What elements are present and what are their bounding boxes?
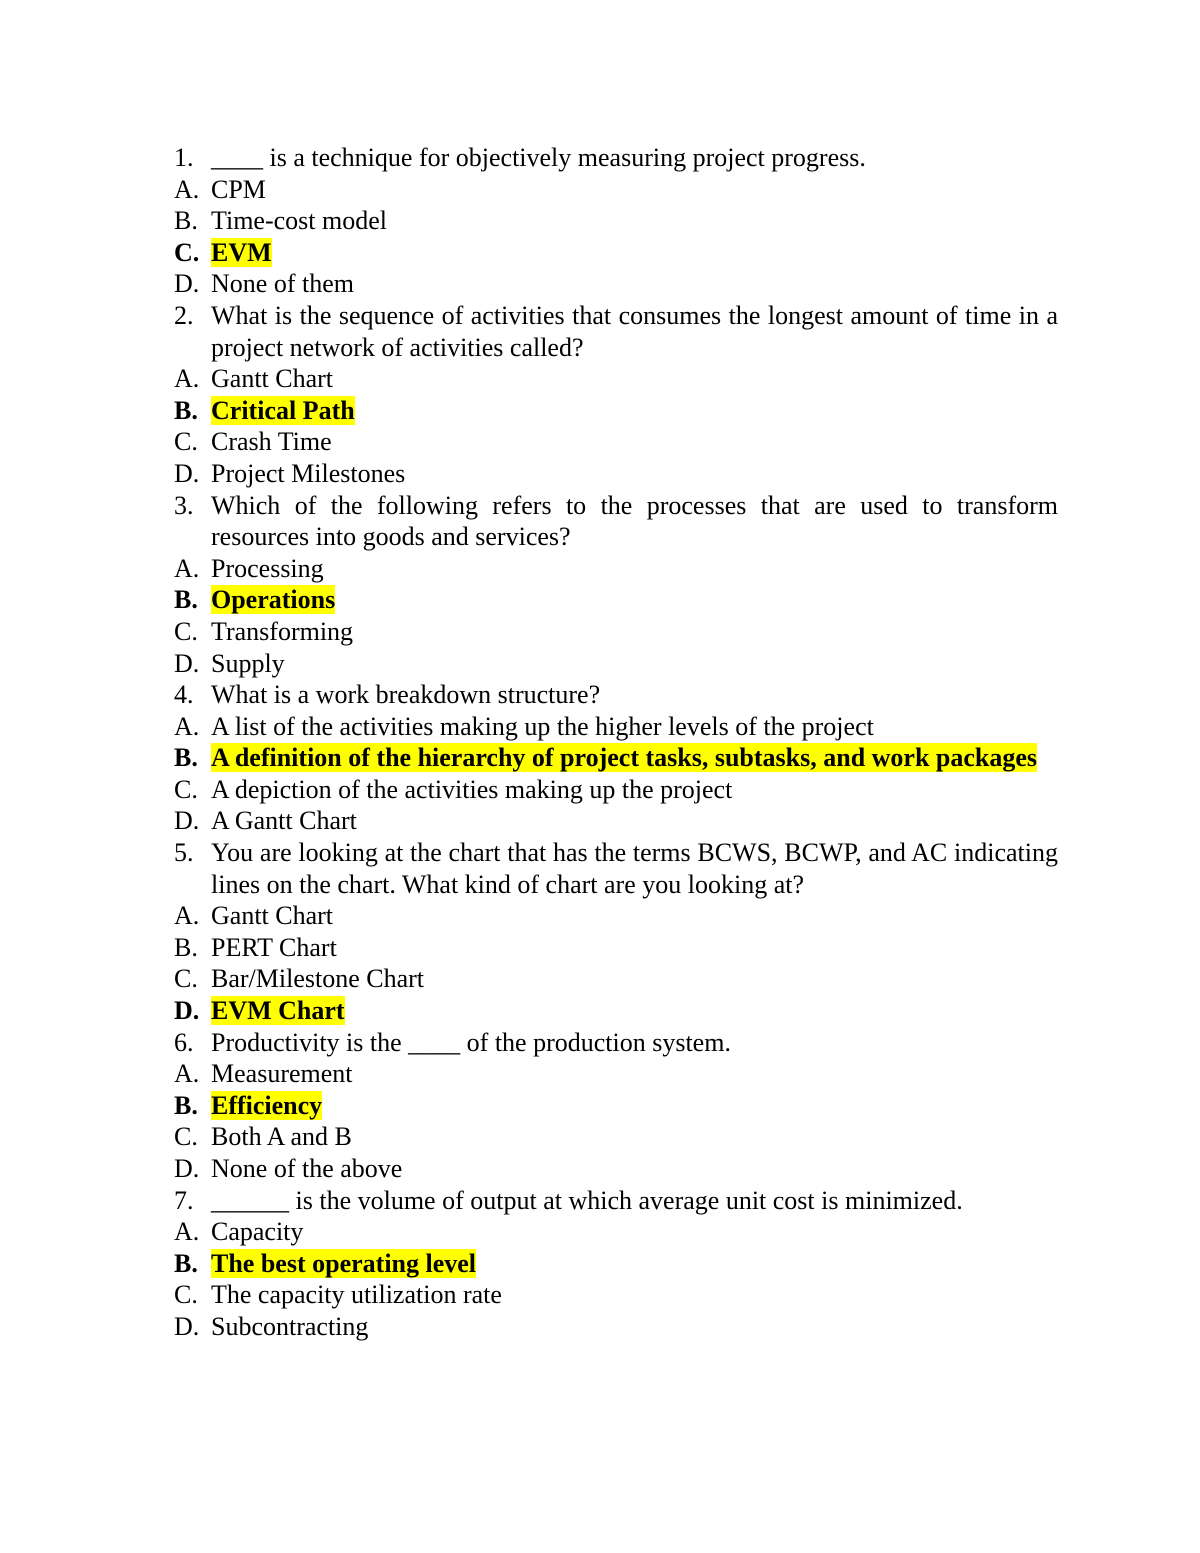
option-letter: C. <box>174 237 200 267</box>
option-7b-correct <box>174 1248 1058 1280</box>
option-letter: D. <box>174 806 200 836</box>
question-4 <box>174 679 1058 711</box>
correct-answer-highlight: Efficiency <box>211 1090 323 1120</box>
option-5d-correct <box>174 995 1058 1027</box>
option-text: Gantt Chart <box>211 364 334 394</box>
option-text: Bar/Milestone Chart <box>211 964 425 994</box>
option-4d <box>174 805 1058 837</box>
option-text: Measurement <box>211 1059 353 1089</box>
option-letter: D. <box>174 269 200 299</box>
question-5 <box>174 837 1058 900</box>
option-letter: A. <box>174 364 200 394</box>
option-letter: D. <box>174 648 200 678</box>
option-3d <box>174 648 1058 680</box>
option-letter: B. <box>174 585 198 615</box>
option-text: A Gantt Chart <box>211 806 357 836</box>
option-text: Subcontracting <box>211 1311 369 1341</box>
option-text: None of them <box>211 269 354 299</box>
option-letter: B. <box>174 395 198 425</box>
question-number: 5. <box>174 838 194 868</box>
option-1b <box>174 205 1058 237</box>
correct-answer-highlight: Critical Path <box>211 395 355 425</box>
correct-answer-highlight: EVM <box>211 237 272 267</box>
option-6c <box>174 1121 1058 1153</box>
option-letter: A. <box>174 1217 200 1247</box>
question-text: ____ is a technique for objectively measuring project progress. <box>211 143 866 172</box>
question-text: What is the sequence of activities that consumes the longest amount of time in a project network of activities called? <box>211 300 1058 362</box>
option-letter: B. <box>174 932 198 962</box>
option-text: Time-cost model <box>211 206 387 236</box>
option-text: Project Milestones <box>211 458 406 488</box>
option-letter: D. <box>174 996 200 1026</box>
option-6d <box>174 1153 1058 1185</box>
question-6 <box>174 1027 1058 1059</box>
question-text: You are looking at the chart that has the terms BCWS, BCWP, and AC indicating lines on the chart. What kind of chart are you looking at? <box>211 838 1058 899</box>
question-2 <box>174 300 1058 363</box>
option-2d <box>174 458 1058 490</box>
option-letter: C. <box>174 427 198 457</box>
question-text: Which of the following refers to the processes that are used to transform resources into goods and services? <box>211 490 1058 552</box>
option-3a <box>174 553 1058 585</box>
option-letter: A. <box>174 553 200 583</box>
correct-answer-highlight: The best operating level <box>211 1248 477 1278</box>
question-text: Productivity is the ____ of the production system. <box>211 1027 731 1057</box>
question-3 <box>174 490 1058 553</box>
option-6a <box>174 1058 1058 1090</box>
option-letter: C. <box>174 1280 198 1310</box>
option-text: Capacity <box>211 1217 304 1247</box>
correct-answer-highlight: A definition of the hierarchy of project tasks, subtasks, and work packages <box>211 743 1038 773</box>
option-text: None of the above <box>211 1154 403 1183</box>
option-text: CPM <box>211 174 266 204</box>
option-5b <box>174 932 1058 964</box>
option-letter: D. <box>174 458 200 488</box>
option-4c <box>174 774 1058 806</box>
correct-answer-highlight: EVM Chart <box>211 996 345 1026</box>
option-2c <box>174 426 1058 458</box>
option-6b-correct <box>174 1090 1058 1122</box>
question-number: 2. <box>174 300 194 330</box>
question-number: 4. <box>174 680 194 710</box>
option-letter: A. <box>174 711 200 741</box>
option-text: Crash Time <box>211 427 332 457</box>
option-letter: B. <box>174 1090 198 1120</box>
option-letter: A. <box>174 174 200 204</box>
question-number: 3. <box>174 490 194 520</box>
option-5a <box>174 900 1058 932</box>
option-text: A list of the activities making up the higher levels of the project <box>211 711 874 741</box>
option-text: PERT Chart <box>211 932 337 962</box>
option-4b-correct <box>174 742 1058 774</box>
option-letter: C. <box>174 616 198 646</box>
question-text: What is a work breakdown structure? <box>211 680 601 710</box>
question-number: 6. <box>174 1027 194 1057</box>
option-text: Supply <box>211 648 285 678</box>
question-number: 1. <box>174 143 194 172</box>
option-letter: A. <box>174 901 200 931</box>
option-text: The capacity utilization rate <box>211 1280 502 1310</box>
option-7c <box>174 1279 1058 1311</box>
option-letter: B. <box>174 206 198 236</box>
option-letter: D. <box>174 1154 200 1183</box>
question-text: ______ is the volume of output at which average unit cost is minimized. <box>211 1185 963 1215</box>
option-3b-correct <box>174 584 1058 616</box>
option-letter: B. <box>174 743 198 773</box>
quiz-list <box>174 142 1058 1343</box>
option-text: A depiction of the activities making up the project <box>211 774 733 804</box>
option-1d <box>174 268 1058 300</box>
option-5c <box>174 963 1058 995</box>
option-letter: A. <box>174 1059 200 1089</box>
option-1c-correct <box>174 237 1058 269</box>
option-4a <box>174 711 1058 743</box>
option-letter: D. <box>174 1311 200 1341</box>
option-2a <box>174 363 1058 395</box>
question-7 <box>174 1185 1058 1217</box>
option-text: Both A and B <box>211 1122 352 1152</box>
option-1a <box>174 174 1058 206</box>
option-7d <box>174 1311 1058 1343</box>
option-7a <box>174 1216 1058 1248</box>
option-text: Processing <box>211 553 324 583</box>
correct-answer-highlight: Operations <box>211 585 336 615</box>
option-3c <box>174 616 1058 648</box>
option-letter: B. <box>174 1248 198 1278</box>
question-1 <box>174 142 1058 174</box>
question-number: 7. <box>174 1185 194 1215</box>
option-text: Gantt Chart <box>211 901 334 931</box>
option-2b-correct <box>174 395 1058 427</box>
option-letter: C. <box>174 964 198 994</box>
option-text: Transforming <box>211 616 354 646</box>
option-letter: C. <box>174 774 198 804</box>
option-letter: C. <box>174 1122 198 1152</box>
